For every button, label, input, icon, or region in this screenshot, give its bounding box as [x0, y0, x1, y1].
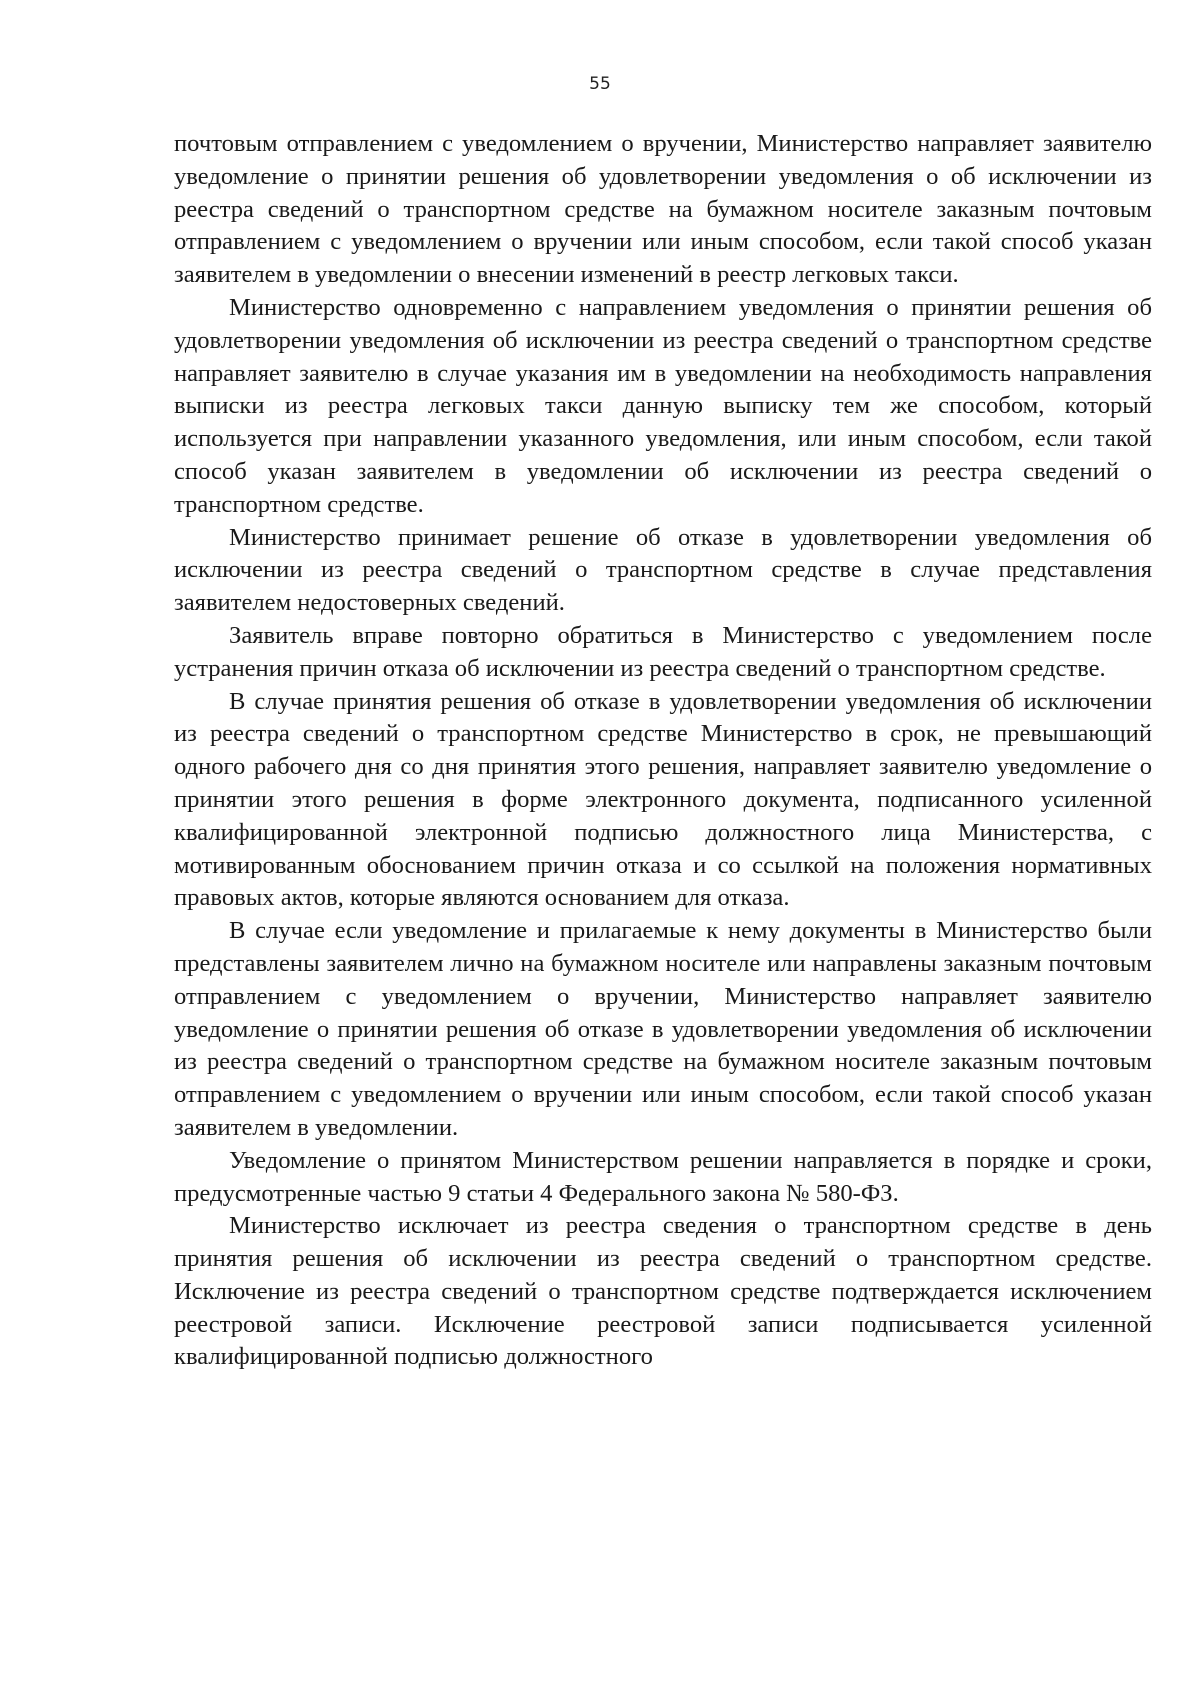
document-body — [174, 128, 1152, 1374]
paragraph-4: Заявитель вправе повторно обратиться в Министерство с уведомлением после устранения причин отказа об исключении из реестра сведений о транспортном средстве. — [174, 621, 1152, 682]
paragraph-8: Министерство исключает из реестра сведения о транспортном средстве в день принятия решения об исключении из реестра сведений о транспортном средстве. Исключение из реестра сведений о транспортном средстве подтверждается исключением реестровой записи. Исключение реестровой записи подписывается усиленной квалифицированной подписью должностного — [174, 1212, 1152, 1371]
paragraph-1: почтовым отправлением с уведомлением о вручении, Министерство направляет заявителю уведомление о принятии решения об удовлетворении уведомления о об исключении из реестра сведений о транспортном средстве на бумажном носителе заказным почтовым отправлением с уведомлением о вручении или иным способом, если такой способ указан заявителем в уведомлении о внесении изменений в реестр легковых такси. — [174, 130, 1152, 289]
paragraph-7: Уведомление о принятом Министерством решении направляется в порядке и сроки, предусмотренные частью 9 статьи 4 Федерального закона № 580-ФЗ. — [174, 1146, 1152, 1207]
paragraph-6: В случае если уведомление и прилагаемые к нему документы в Министерство были представлены заявителем лично на бумажном носителе или направлены заказным почтовым отправлением с уведомлением о вручении, Министерство направляет заявителю уведомление о принятии решения об отказе в удовлетворении уведомления об исключении из реестра сведений о транспортном средстве на бумажном носителе заказным почтовым отправлением с уведомлением о вручении или иным способом, если такой способ указан заявителем в уведомлении. — [174, 917, 1152, 1141]
paragraph-3: Министерство принимает решение об отказе в удовлетворении уведомления об исключении из реестра сведений о транспортном средстве в случае представления заявителем недостоверных сведений. — [174, 523, 1152, 617]
page-number: 55 — [589, 74, 611, 94]
paragraph-5: В случае принятия решения об отказе в удовлетворении уведомления об исключении из реестра сведений о транспортном средстве Министерство в срок, не превышающий одного рабочего дня со дня принятия этого решения, направляет заявителю уведомление о принятии этого решения в форме электронного документа, подписанного усиленной квалифицированной электронной подписью должностного лица Министерства, с мотивированным обоснованием причин отказа и со ссылкой на положения нормативных правовых актов, которые являются основанием для отказа. — [174, 687, 1152, 912]
paragraph-2: Министерство одновременно с направлением уведомления о принятии решения об удовлетворении уведомления об исключении из реестра сведений о транспортном средстве направляет заявителю в случае указания им в уведомлении на необходимость направления выписки из реестра легковых такси данную выписку тем же способом, который используется при направлении указанного уведомления, или иным способом, если такой способ указан заявителем в уведомлении об исключении из реестра сведений о транспортном средстве. — [174, 293, 1152, 518]
